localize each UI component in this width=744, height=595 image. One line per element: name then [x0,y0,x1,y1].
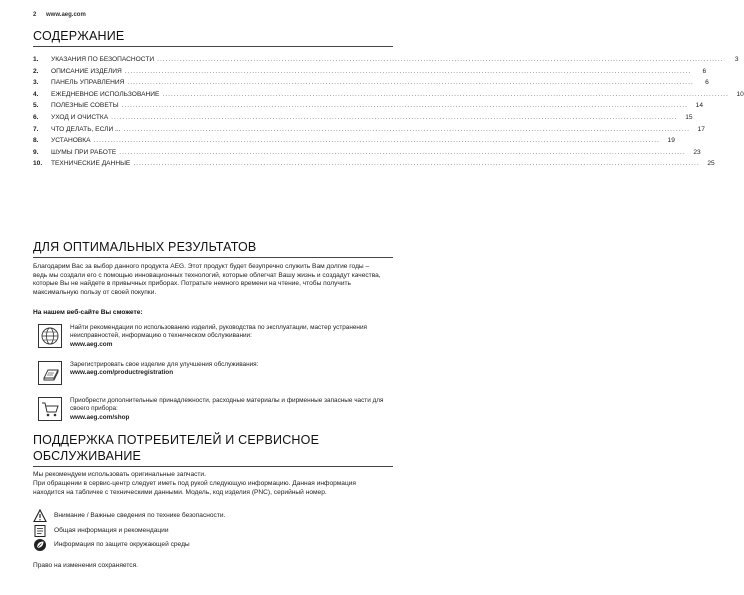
toc-title: ОПИСАНИЕ ИЗДЕЛИЯ [51,67,122,75]
feature-registration-text [70,361,390,378]
shop-link[interactable]: www.aeg.com/shop [70,413,130,421]
feature-support-text [70,324,390,349]
warning-icon [33,509,47,523]
feature-shop-text [70,397,390,422]
legend-environment-text: Информация по защите окружающей среды [54,541,190,548]
toc-title: ЕЖЕДНЕВНОЕ ИСПОЛЬЗОВАНИЕ [51,90,160,98]
toc-number: 2. [33,67,39,75]
toc-dot-leader: ........................................................................................................................................................................................................ [121,102,688,110]
feature-shop-desc: Приобрести дополнительные принадлежности, расходные материалы и фирменные запасные части для своего прибора: [70,397,384,413]
toc-dot-leader: ........................................................................................................................................................................................................ [133,160,700,168]
contents-divider [33,46,393,47]
toc-page-number: 19 [667,137,675,145]
toc-dot-leader: ........................................................................................................................................................................................................ [111,113,678,121]
feature-registration-desc: Зарегистрировать свое изделие для улучшения обслуживания: [70,361,259,368]
toc-row[interactable] [33,90,744,103]
feature-support-desc: Найти рекомендации по использованию изделий, руководства по эксплуатации, мастер устранения неисправностей, информацию о техническом обслуживании: [70,324,367,340]
toc-page-number: 23 [693,148,701,156]
toc-dot-leader: ........................................................................................................................................................................................................ [162,90,729,98]
toc-row[interactable] [33,113,693,126]
support-link[interactable]: www.aeg.com [70,340,113,348]
toc-row[interactable] [33,102,703,114]
toc-number: 7. [33,125,39,133]
feature-support [38,324,394,354]
toc-row[interactable] [33,56,739,68]
page-number: 2 [33,12,37,18]
toc-number: 9. [33,148,39,156]
toc-number: 4. [33,90,39,98]
page-header [33,12,86,18]
toc-dot-leader: ........................................................................................................................................................................................................ [119,148,686,156]
legend-warning-text: Внимание / Важные сведения по технике безопасности. [54,512,226,519]
toc-title: УХОД И ОЧИСТКА [51,113,109,121]
toc-number: 1. [33,56,39,63]
book-icon [38,324,62,348]
toc-row[interactable] [33,160,715,172]
optimal-divider [33,257,393,258]
registration-link[interactable]: www.aeg.com/productregistration [70,369,174,377]
toc-page-number: 6 [702,67,707,75]
toc-title: ПОЛЕЗНЫЕ СОВЕТЫ [51,102,119,110]
support-paragraph-2: При обращении в сервис-центр следует иметь под рукой следующую информацию. Данная информация находится на табличке с техническими данными. Модель, код изделия (PNC), серийный номер. [33,480,357,496]
toc-page-number: 10 [736,90,744,98]
toc-page-number: 25 [707,160,715,168]
toc-row[interactable] [33,125,705,138]
toc-page-number: 17 [697,125,705,133]
toc-title: ПАНЕЛЬ УПРАВЛЕНИЯ [51,79,125,87]
toc-dot-leader: ........................................................................................................................................................................................................ [124,67,692,75]
toc-row[interactable] [33,67,707,80]
toc-number: 8. [33,137,39,145]
toc-dot-leader: ........................................................................................................................................................................................................ [157,56,724,63]
toc-number: 10. [33,160,43,168]
toc-row[interactable] [33,148,701,161]
support-paragraph-1: Мы рекомендуем использовать оригинальные запчасти. [33,471,206,478]
optimal-results-heading: ДЛЯ ОПТИМАЛЬНЫХ РЕЗУЛЬТАТОВ [33,240,257,254]
toc-dot-leader: ........................................................................................................................................................................................................ [127,79,694,87]
registration-icon [38,361,62,385]
legend-info [33,524,333,538]
feature-registration [38,361,394,391]
support-heading-line1: ПОДДЕРЖКА ПОТРЕБИТЕЛЕЙ И СЕРВИСНОЕ [33,433,320,447]
toc-row[interactable] [33,79,709,91]
website-heading: На нашем веб-сайте Вы сможете: [33,309,143,316]
shopping-cart-icon [38,397,62,421]
table-of-contents [33,56,744,172]
toc-page-number: 6 [705,79,709,87]
feature-shop [38,397,394,427]
footer-note: Право на изменения сохраняется. [33,562,138,569]
toc-number: 3. [33,79,39,87]
toc-dot-leader: ........................................................................................................................................................................................................ [123,125,690,133]
intro-paragraph: Благодарим Вас за выбор данного продукта AEG. Этот продукт будет безупречно служить Вам долгие годы – ведь мы создали его с помощью инновационных технологий, которые облегчат Вашу жизнь и создадут качества, которые Вы не найдете в привычных приборах. Потратьте немного времени на чтение, чтобы получить максимальную пользу от своей покупки. [33,263,381,296]
support-heading-line2: ОБСЛУЖИВАНИЕ [33,449,142,463]
toc-title: ТЕХНИЧЕСКИЕ ДАННЫЕ [51,160,131,168]
toc-title: ЧТО ДЕЛАТЬ, ЕСЛИ ... [51,125,121,133]
leaf-icon [33,538,47,552]
toc-number: 5. [33,102,39,110]
toc-title: ШУМЫ ПРИ РАБОТЕ [51,148,117,156]
toc-row[interactable] [33,137,675,149]
toc-page-number: 3 [734,56,739,63]
contents-heading: СОДЕРЖАНИЕ [33,29,125,43]
legend-environment [33,538,333,552]
info-icon [33,524,47,538]
site-url[interactable]: www.aeg.com [46,12,86,18]
toc-title: УКАЗАНИЯ ПО БЕЗОПАСНОСТИ [51,56,155,63]
legend-info-text: Общая информация и рекомендации [54,527,169,534]
legend-warning [33,509,333,523]
toc-number: 6. [33,113,39,121]
toc-page-number: 14 [695,102,703,110]
toc-dot-leader: ........................................................................................................................................................................................................ [93,137,660,145]
toc-title: УСТАНОВКА [51,137,91,145]
support-divider [33,466,393,467]
toc-page-number: 15 [685,113,693,121]
